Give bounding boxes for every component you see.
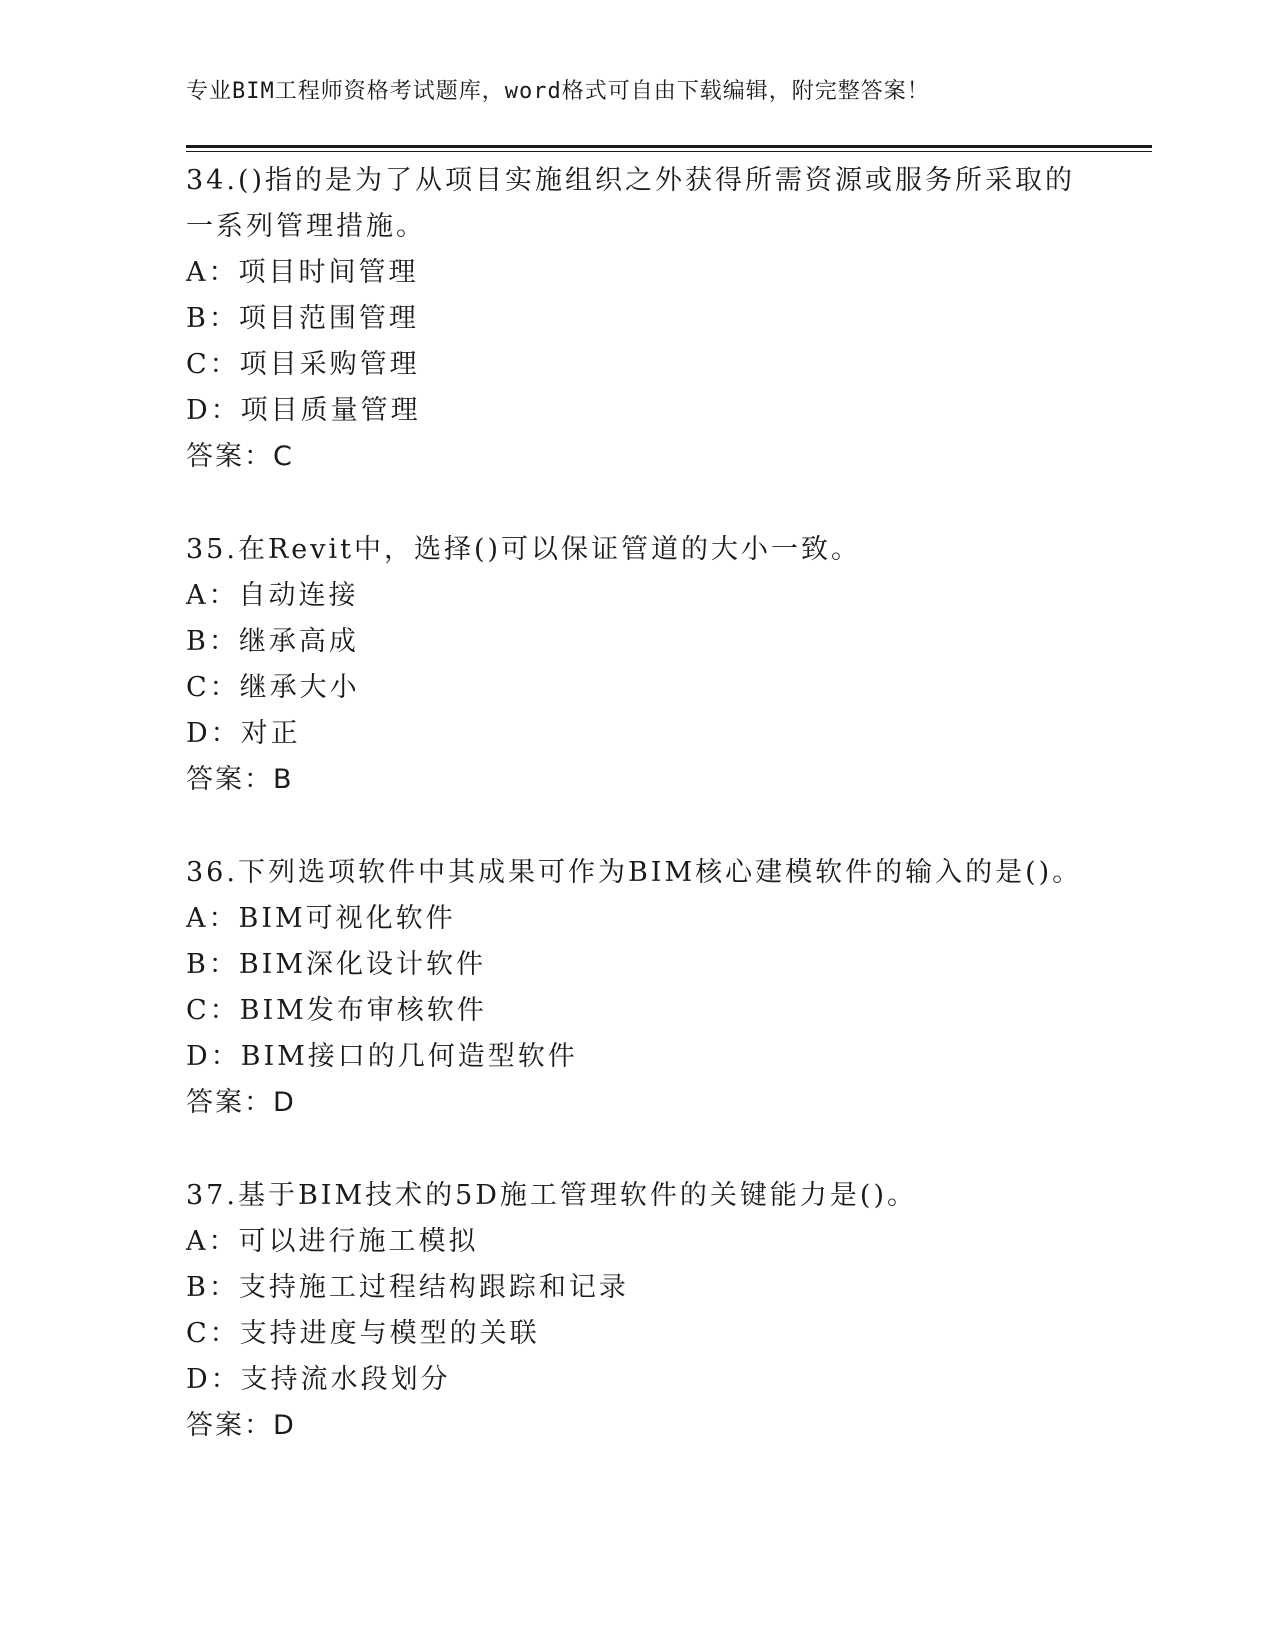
question-stem: 37.基于BIM技术的5D施工管理软件的关键能力是()。 [186,1180,917,1211]
option-c: C：BIM发布审核软件 [186,995,487,1026]
option-b: B：项目范围管理 [186,303,419,334]
question-35 [186,527,1086,803]
answer: 答案：B [186,764,294,795]
option-a: A：BIM可视化软件 [186,903,456,934]
answer: 答案：D [186,1410,296,1441]
option-c: C：项目采购管理 [186,349,420,380]
option-d: D：支持流水段划分 [186,1364,451,1395]
question-36 [186,850,1086,1126]
question-37 [186,1173,1086,1449]
option-d: D：项目质量管理 [186,395,421,426]
header-rule-thin [186,151,1152,152]
header-rule-thick [186,145,1152,148]
option-c: C：支持进度与模型的关联 [186,1318,540,1349]
document-header: 专业BIM工程师资格考试题库，word格式可自由下载编辑，附完整答案！ [186,79,930,104]
option-a: A：自动连接 [186,580,359,611]
answer: 答案：C [186,441,294,472]
option-b: B：BIM深化设计软件 [186,949,486,980]
option-c: C：继承大小 [186,672,360,703]
option-a: A：可以进行施工模拟 [186,1226,479,1257]
option-d: D：BIM接口的几何造型软件 [186,1041,578,1072]
answer: 答案：D [186,1087,296,1118]
question-stem: 35.在Revit中，选择()可以保证管道的大小一致。 [186,534,862,565]
option-b: B：支持施工过程结构跟踪和记录 [186,1272,629,1303]
option-d: D：对正 [186,718,301,749]
option-b: B：继承高成 [186,626,359,657]
question-list [186,158,1086,1496]
question-stem: 34.()指的是为了从项目实施组织之外获得所需资源或服务所采取的一系列管理措施。 [186,165,1076,242]
question-stem: 36.下列选项软件中其成果可作为BIM核心建模软件的输入的是()。 [186,857,1083,888]
option-a: A：项目时间管理 [186,257,419,288]
question-34 [186,158,1086,480]
